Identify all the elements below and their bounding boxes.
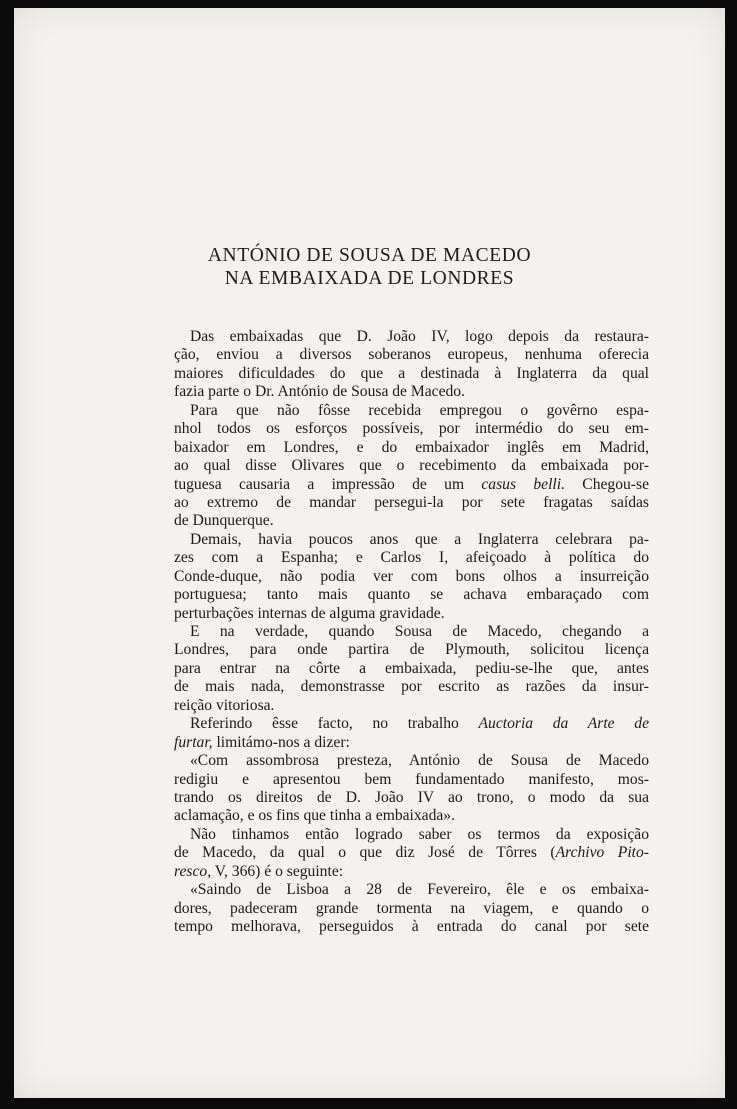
text-line: portuguesa; tanto mais quanto se achava embaraçado com bbox=[174, 586, 649, 604]
text-line bbox=[174, 715, 649, 733]
text-span: tuguesa causaria a impressão de um bbox=[174, 475, 482, 493]
text-line: maiores dificuldades do que a destinada à Inglaterra da qual bbox=[174, 364, 649, 382]
text-line: E na verdade, quando Sousa de Macedo, chegando a bbox=[190, 623, 649, 640]
text-span: de Macedo, da qual o que diz José de Tôrres ( bbox=[174, 844, 556, 862]
book-page bbox=[14, 8, 725, 1098]
text-line: tempo melhorava, perseguidos à entrada do canal por sete bbox=[174, 918, 649, 935]
text-line bbox=[174, 844, 649, 862]
text-span: Chegou-se bbox=[564, 475, 649, 493]
text-line: de Dunquerque. bbox=[174, 512, 274, 530]
text-line: baixador em Londres, e do embaixador inglês em Madrid, bbox=[174, 438, 649, 456]
text-line: dores, padeceram grande tormenta na viagem, e quando o bbox=[174, 899, 649, 917]
text-line: «Com assombrosa presteza, António de Sousa de Macedo bbox=[190, 752, 649, 770]
text-line: redigiu e apresentou bem fundamentado manifesto, mos- bbox=[174, 770, 649, 788]
text-line: Londres, para onde partira de Plymouth, solicitou licença bbox=[174, 641, 649, 659]
text-line: trando os direitos de D. João IV ao trono, o modo da sua bbox=[174, 788, 649, 806]
italic-span: furtar, bbox=[174, 733, 213, 751]
text-line: ção, enviou a diversos soberanos europeus, nenhuma oferecia bbox=[174, 346, 649, 364]
text-line bbox=[174, 734, 649, 752]
text-line: de mais nada, demonstrasse por escrito as razões da insur- bbox=[174, 678, 649, 696]
text-line: Para que não fôsse recebida empregou o govêrno espa- bbox=[190, 401, 649, 419]
text-line: aclamação, e os fins que tinha a embaixada». bbox=[174, 807, 455, 825]
chapter-title bbox=[14, 244, 725, 290]
text-line: Das embaixadas que D. João IV, logo depois da restaura- bbox=[190, 328, 649, 345]
text-line: fazia parte o Dr. António de Sousa de Macedo. bbox=[174, 383, 465, 401]
body-text bbox=[174, 328, 649, 936]
text-line bbox=[174, 476, 649, 494]
italic-span: resco, bbox=[174, 862, 212, 880]
title-line-2: NA EMBAIXADA DE LONDRES bbox=[224, 268, 515, 289]
italic-span: casus belli. bbox=[481, 475, 565, 493]
text-line: Conde-duque, não podia ver com bons olhos a insurreição bbox=[174, 567, 649, 585]
text-line: Demais, havia poucos anos que a Inglaterra celebrara pa- bbox=[190, 530, 649, 548]
text-span: Referindo êsse facto, no trabalho bbox=[190, 715, 479, 733]
text-line: perturbações internas de alguma gravidade. bbox=[174, 604, 445, 622]
italic-span: Archivo Pito- bbox=[555, 844, 649, 862]
text-line: «Saindo de Lisboa a 28 de Fevereiro, êle e os embaixa- bbox=[190, 881, 649, 899]
text-line: Não tinhamos então logrado saber os termos da exposição bbox=[190, 825, 649, 843]
text-span: limitámo-nos a dizer: bbox=[212, 733, 350, 751]
italic-span: Auctoria da Arte de bbox=[478, 715, 649, 733]
text-line bbox=[174, 863, 649, 881]
text-line: ao extremo de mandar persegui-la por sete fragatas saídas bbox=[174, 493, 649, 511]
title-line-1: ANTÓNIO DE SOUSA DE MACEDO bbox=[207, 245, 532, 266]
text-line: ao qual disse Olivares que o recebimento da embaixada por- bbox=[174, 457, 649, 475]
text-line: reição vitoriosa. bbox=[174, 696, 275, 714]
text-span: V, 366) é o seguinte: bbox=[211, 862, 344, 880]
text-line: zes com a Espanha; e Carlos I, afeiçoado à política do bbox=[174, 549, 649, 567]
text-line: nhol todos os esforços possíveis, por intermédio do seu em- bbox=[174, 420, 649, 438]
text-line: para entrar na côrte a embaixada, pediu-se-lhe que, antes bbox=[174, 659, 649, 677]
